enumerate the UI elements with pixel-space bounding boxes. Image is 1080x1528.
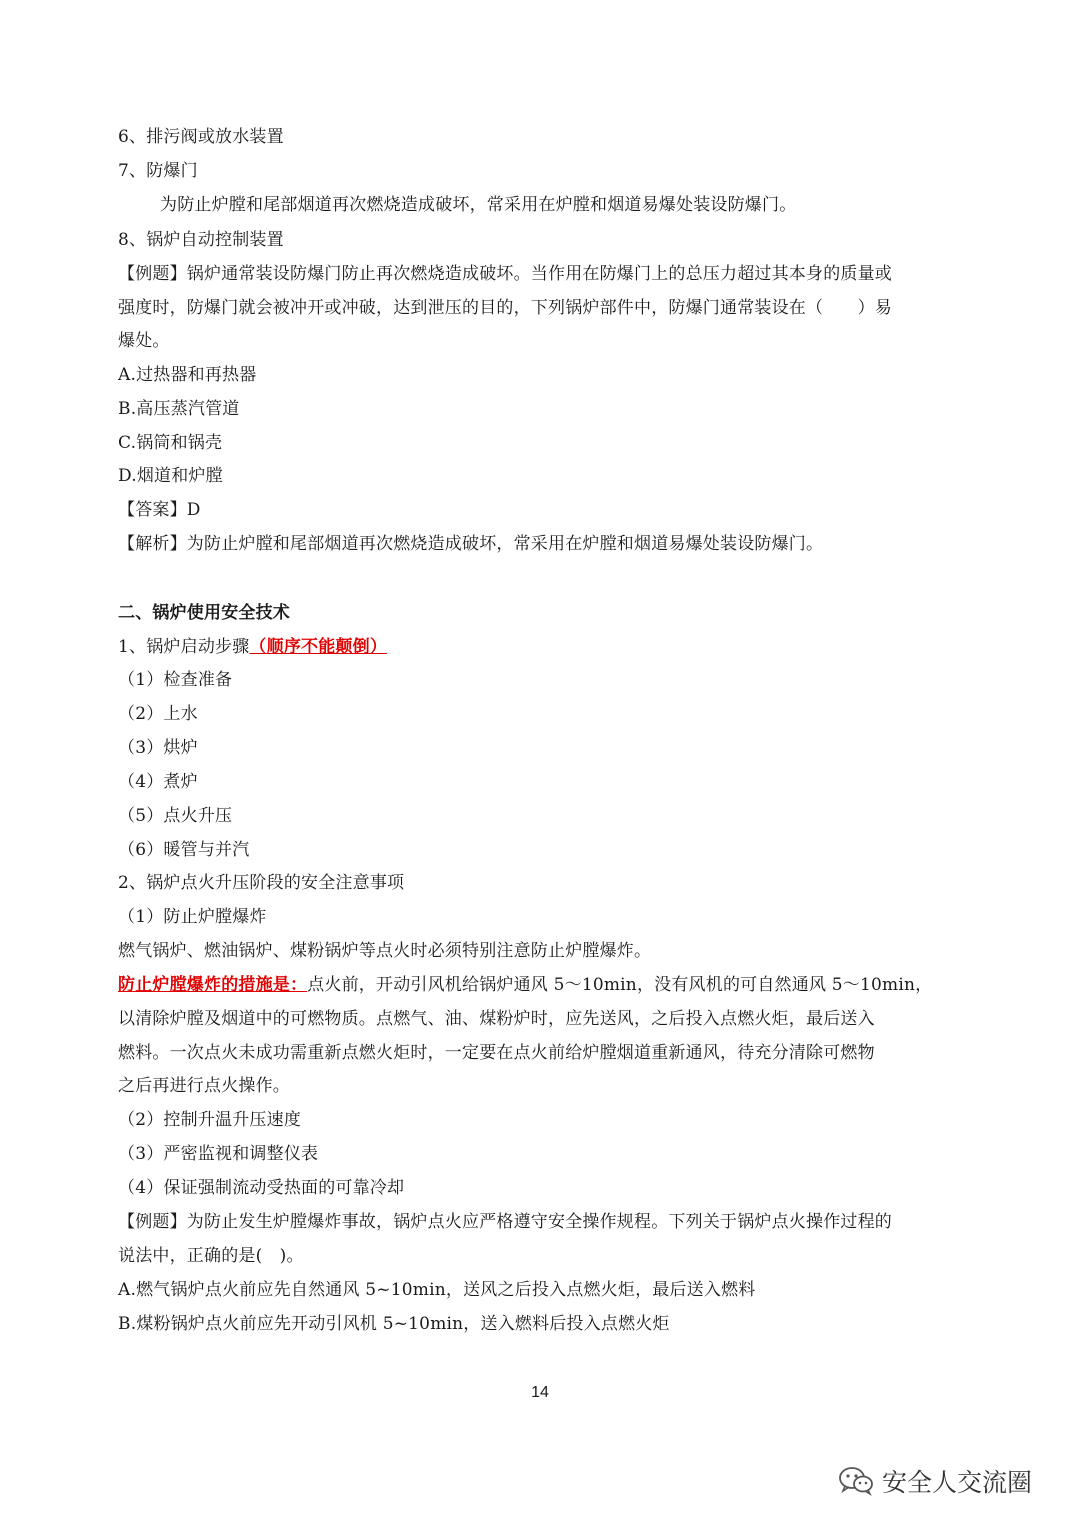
measures-line-4: 之后再进行点火操作。 [118,1076,290,1096]
option-a: A.过热器和再热器 [118,365,257,385]
option-c: C.锅筒和锅壳 [118,433,223,453]
startup-steps-title [118,636,387,658]
example-question-2-line-1: 【例题】为防止发生炉膛爆炸事故，锅炉点火应严格遵守安全操作规程。下列关于锅炉点火操作过程的 [118,1212,892,1232]
wechat-icon [838,1466,874,1496]
analysis: 【解析】为防止炉膛和尾部烟道再次燃烧造成破坏，常采用在炉膛和烟道易爆处装设防爆门。 [118,534,824,554]
step-6: （6）暖管与并汽 [118,840,250,860]
example-question-1-line-3: 爆处。 [118,331,170,351]
safety-item-1-note: 燃气锅炉、燃油锅炉、煤粉锅炉等点火时必须特别注意防止炉膛爆炸。 [118,941,652,961]
option-d: D.烟道和炉膛 [118,466,223,486]
ignition-safety-title: 2、锅炉点火升压阶段的安全注意事项 [118,873,405,893]
step-4: （4）煮炉 [118,772,198,792]
explosion-door-description: 为防止炉膛和尾部烟道再次燃烧造成破坏，常采用在炉膛和烟道易爆处装设防爆门。 [160,195,797,215]
item-explosion-door: 7、防爆门 [118,161,198,181]
section-heading: 二、锅炉使用安全技术 [118,603,290,623]
safety-item-3: （3）严密监视和调整仪表 [118,1144,319,1164]
order-warning: （顺序不能颠倒） [249,637,388,657]
item-drain-valve: 6、排污阀或放水装置 [118,127,284,147]
page-number: 14 [531,1384,549,1401]
option-b: B.高压蒸汽管道 [118,399,240,419]
step-3: （3）烘炉 [118,738,198,758]
measures-line-1 [118,974,932,996]
measures-line-2: 以清除炉膛及烟道中的可燃物质。点燃气、油、煤粉炉时，应先送风，之后投入点燃火炬，最后送入 [118,1009,875,1029]
safety-item-2: （2）控制升温升压速度 [118,1110,302,1130]
watermark [838,1463,1032,1499]
safety-item-1: （1）防止炉膛爆炸 [118,907,267,927]
answer: 【答案】D [118,500,201,520]
step-1: （1）检查准备 [118,670,233,690]
example-question-2-line-2: 说法中，正确的是( )。 [118,1246,304,1266]
example-2-option-b: B.煤粉锅炉点火前应先开动引风机 5~10min，送入燃料后投入点燃火炬 [118,1314,670,1334]
watermark-text: 安全人交流圈 [882,1468,1033,1497]
measures-line-3: 燃料。一次点火未成功需重新点燃火炬时，一定要在点火前给炉膛烟道重新通风，待充分清除可燃物 [118,1043,875,1063]
example-2-option-a: A.燃气锅炉点火前应先自然通风 5~10min，送风之后投入点燃火炬，最后送入燃料 [118,1280,756,1300]
safety-item-4: （4）保证强制流动受热面的可靠冷却 [118,1178,405,1198]
startup-steps-label: 1、锅炉启动步骤 [118,637,250,657]
example-question-1-line-1: 【例题】锅炉通常装设防爆门防止再次燃烧造成破坏。当作用在防爆门上的总压力超过其本身的质量或 [118,264,892,284]
step-5: （5）点火升压 [118,806,233,826]
item-auto-control: 8、锅炉自动控制装置 [118,230,284,250]
measures-label: 防止炉膛爆炸的措施是： [118,975,308,995]
example-question-1-line-2: 强度时，防爆门就会被冲开或冲破，达到泄压的目的，下列锅炉部件中，防爆门通常装设在（ ）易 [118,298,892,318]
measures-text: 点火前，开动引风机给锅炉通风 5～10min，没有风机的可自然通风 5～10min， [307,975,933,995]
step-2: （2）上水 [118,704,198,724]
